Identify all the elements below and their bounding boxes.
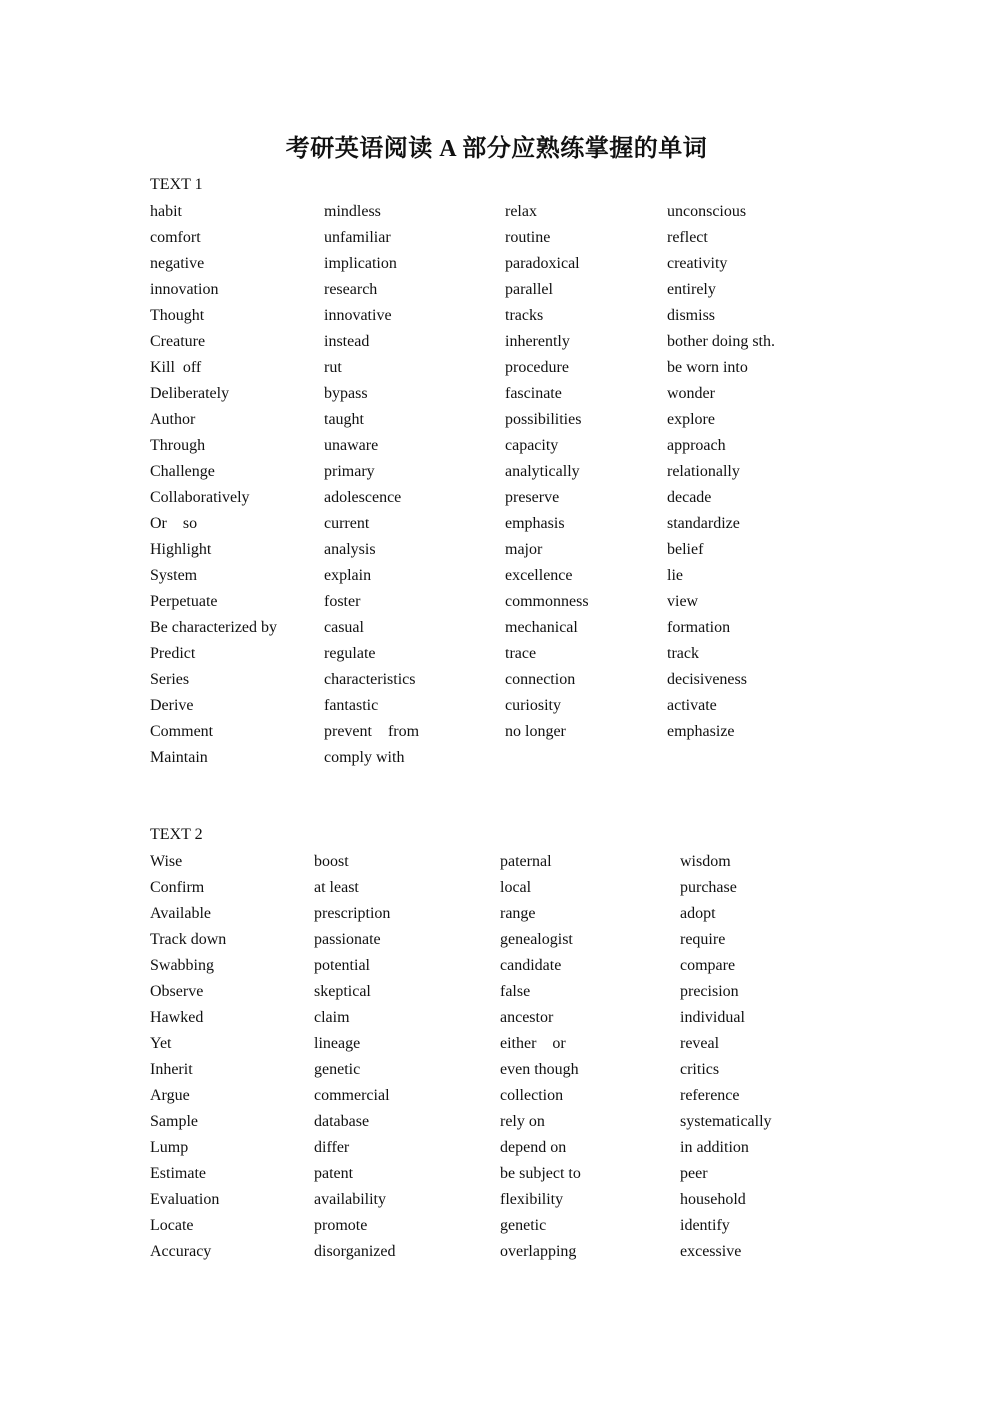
- vocab-word: routine: [505, 229, 551, 246]
- vocab-word: Yet: [150, 1035, 172, 1052]
- vocab-word: activate: [667, 697, 717, 714]
- vocab-word: Collaboratively: [150, 489, 250, 506]
- section-label: TEXT 2: [150, 826, 203, 843]
- vocab-word: Inherit: [150, 1061, 193, 1078]
- vocab-word: Derive: [150, 697, 194, 714]
- vocab-word: decade: [667, 489, 712, 506]
- vocab-word: commercial: [314, 1087, 390, 1104]
- vocab-word: Predict: [150, 645, 196, 662]
- vocab-word: approach: [667, 437, 726, 454]
- vocab-word: in addition: [680, 1139, 749, 1156]
- vocab-word: depend on: [500, 1139, 567, 1156]
- vocab-word: Perpetuate: [150, 593, 218, 610]
- vocab-word: systematically: [680, 1113, 772, 1130]
- vocab-word: mechanical: [505, 619, 578, 636]
- vocab-word: capacity: [505, 437, 559, 454]
- vocab-word: comfort: [150, 229, 201, 246]
- vocab-word: excessive: [680, 1243, 742, 1260]
- vocab-word: lineage: [314, 1035, 361, 1052]
- vocab-word: fascinate: [505, 385, 562, 402]
- vocab-word: innovation: [150, 281, 219, 298]
- vocab-word: ancestor: [500, 1009, 554, 1026]
- vocab-word: genealogist: [500, 931, 573, 948]
- vocab-word: unaware: [324, 437, 379, 454]
- vocab-word: parallel: [505, 281, 553, 298]
- vocab-word: promote: [314, 1217, 368, 1234]
- vocab-word: habit: [150, 203, 182, 220]
- vocab-word: excellence: [505, 567, 573, 584]
- vocab-word: Comment: [150, 723, 214, 740]
- vocab-word: local: [500, 879, 532, 896]
- vocab-word: overlapping: [500, 1243, 577, 1260]
- vocab-word: trace: [505, 645, 537, 662]
- vocab-word: Creature: [150, 333, 206, 350]
- vocab-word: Through: [150, 437, 206, 454]
- section-label: TEXT 1: [150, 176, 203, 193]
- vocab-word: claim: [314, 1009, 350, 1026]
- vocab-word: formation: [667, 619, 731, 636]
- vocab-word: flexibility: [500, 1191, 564, 1208]
- vocab-word: Accuracy: [150, 1243, 212, 1260]
- vocab-word: prevent from: [324, 723, 420, 740]
- vocab-word: unfamiliar: [324, 229, 391, 246]
- vocab-word: foster: [324, 593, 361, 610]
- vocab-word: regulate: [324, 645, 376, 662]
- vocab-word: negative: [150, 255, 205, 272]
- vocab-word: fantastic: [324, 697, 379, 714]
- vocab-word: Highlight: [150, 541, 212, 558]
- vocab-word: analysis: [324, 541, 376, 558]
- vocab-word: adolescence: [324, 489, 402, 506]
- vocab-word: candidate: [500, 957, 562, 974]
- vocab-word: identify: [680, 1217, 730, 1234]
- vocab-word: bother doing sth.: [667, 333, 775, 350]
- vocab-word: genetic: [500, 1217, 547, 1234]
- vocab-word: unconscious: [667, 203, 747, 220]
- vocab-word: disorganized: [314, 1243, 396, 1260]
- vocab-word: Deliberately: [150, 385, 230, 402]
- vocab-word: primary: [324, 463, 375, 480]
- vocab-word: possibilities: [505, 411, 582, 428]
- vocab-word: wisdom: [680, 853, 731, 870]
- vocab-word: Swabbing: [150, 957, 214, 974]
- vocab-word: taught: [324, 411, 364, 428]
- vocab-word: even though: [500, 1061, 579, 1078]
- vocab-word: prescription: [314, 905, 391, 922]
- vocab-word: genetic: [314, 1061, 361, 1078]
- vocab-word: explore: [667, 411, 715, 428]
- vocab-word: reference: [680, 1087, 740, 1104]
- vocab-word: dismiss: [667, 307, 716, 324]
- vocab-word: innovative: [324, 307, 392, 324]
- vocab-word: skeptical: [314, 983, 371, 1000]
- vocab-word: Estimate: [150, 1165, 206, 1182]
- vocab-word: lie: [667, 567, 683, 584]
- vocab-word: Hawked: [150, 1009, 204, 1026]
- vocab-word: range: [500, 905, 536, 922]
- vocab-word: wonder: [667, 385, 715, 402]
- vocab-word: Lump: [150, 1139, 189, 1156]
- vocab-word: household: [680, 1191, 746, 1208]
- document-title: 考研英语阅读 A 部分应熟练掌握的单词: [285, 136, 708, 162]
- vocab-word: analytically: [505, 463, 580, 480]
- vocab-word: decisiveness: [667, 671, 747, 688]
- vocab-word: reflect: [667, 229, 708, 246]
- vocab-word: Wise: [150, 853, 183, 870]
- vocab-word: Observe: [150, 983, 204, 1000]
- vocab-word: inherently: [505, 333, 570, 350]
- vocab-word: emphasize: [667, 723, 735, 740]
- vocab-word: Sample: [150, 1113, 198, 1130]
- vocab-word: explain: [324, 567, 372, 584]
- vocab-word: paternal: [500, 853, 552, 870]
- vocab-word: curiosity: [505, 697, 561, 714]
- vocab-word: Be characterized by: [150, 619, 278, 636]
- vocab-word: purchase: [680, 879, 737, 896]
- vocab-word: commonness: [505, 593, 589, 610]
- vocab-word: availability: [314, 1191, 386, 1208]
- vocab-word: implication: [324, 255, 397, 272]
- vocab-word: false: [500, 983, 531, 1000]
- vocab-word: track: [667, 645, 699, 662]
- vocab-word: individual: [680, 1009, 745, 1026]
- vocab-word: relationally: [667, 463, 740, 480]
- vocab-word: bypass: [324, 385, 368, 402]
- vocab-word: Available: [150, 905, 212, 922]
- vocab-word: Thought: [150, 307, 205, 324]
- vocab-word: adopt: [680, 905, 716, 922]
- vocab-word: no longer: [505, 723, 566, 740]
- vocab-word: mindless: [324, 203, 381, 220]
- vocab-word: differ: [314, 1139, 350, 1156]
- vocab-word: patent: [314, 1165, 354, 1182]
- vocab-word: collection: [500, 1087, 564, 1104]
- vocab-word: paradoxical: [505, 255, 580, 272]
- vocab-word: Kill off: [150, 359, 202, 376]
- vocab-word: comply with: [324, 749, 405, 766]
- vocab-word: casual: [324, 619, 364, 636]
- vocab-word: Series: [150, 671, 190, 688]
- vocab-word: belief: [667, 541, 704, 558]
- vocab-word: preserve: [505, 489, 560, 506]
- vocab-word: entirely: [667, 281, 716, 298]
- vocab-word: characteristics: [324, 671, 416, 688]
- vocab-word: compare: [680, 957, 736, 974]
- vocab-word: Evaluation: [150, 1191, 220, 1208]
- vocab-word: rely on: [500, 1113, 545, 1130]
- vocab-word: current: [324, 515, 370, 532]
- vocab-word: be subject to: [500, 1165, 581, 1182]
- vocab-word: Author: [150, 411, 196, 428]
- vocab-word: Confirm: [150, 879, 205, 896]
- vocab-word: either or: [500, 1035, 566, 1052]
- vocab-word: Or so: [150, 515, 198, 532]
- vocab-word: passionate: [314, 931, 381, 948]
- vocab-word: procedure: [505, 359, 569, 376]
- vocab-word: reveal: [680, 1035, 720, 1052]
- vocab-word: potential: [314, 957, 370, 974]
- vocab-word: precision: [680, 983, 739, 1000]
- vocab-word: at least: [314, 879, 359, 896]
- vocab-word: Maintain: [150, 749, 208, 766]
- vocab-word: tracks: [505, 307, 544, 324]
- vocab-word: rut: [324, 359, 342, 376]
- vocab-word: require: [680, 931, 726, 948]
- vocab-word: Locate: [150, 1217, 194, 1234]
- vocab-word: connection: [505, 671, 576, 688]
- vocab-word: research: [324, 281, 378, 298]
- vocab-word: boost: [314, 853, 349, 870]
- vocab-word: be worn into: [667, 359, 748, 376]
- vocab-word: System: [150, 567, 198, 584]
- vocab-word: database: [314, 1113, 370, 1130]
- vocab-word: relax: [505, 203, 537, 220]
- vocab-word: Challenge: [150, 463, 215, 480]
- vocab-word: Track down: [150, 931, 227, 948]
- vocab-word: standardize: [667, 515, 740, 532]
- vocab-word: Argue: [150, 1087, 190, 1104]
- vocab-word: peer: [680, 1165, 708, 1182]
- vocab-word: emphasis: [505, 515, 565, 532]
- vocab-word: critics: [680, 1061, 720, 1078]
- vocab-word: instead: [324, 333, 370, 350]
- vocab-word: major: [505, 541, 543, 558]
- vocab-word: view: [667, 593, 699, 610]
- vocab-word: creativity: [667, 255, 728, 272]
